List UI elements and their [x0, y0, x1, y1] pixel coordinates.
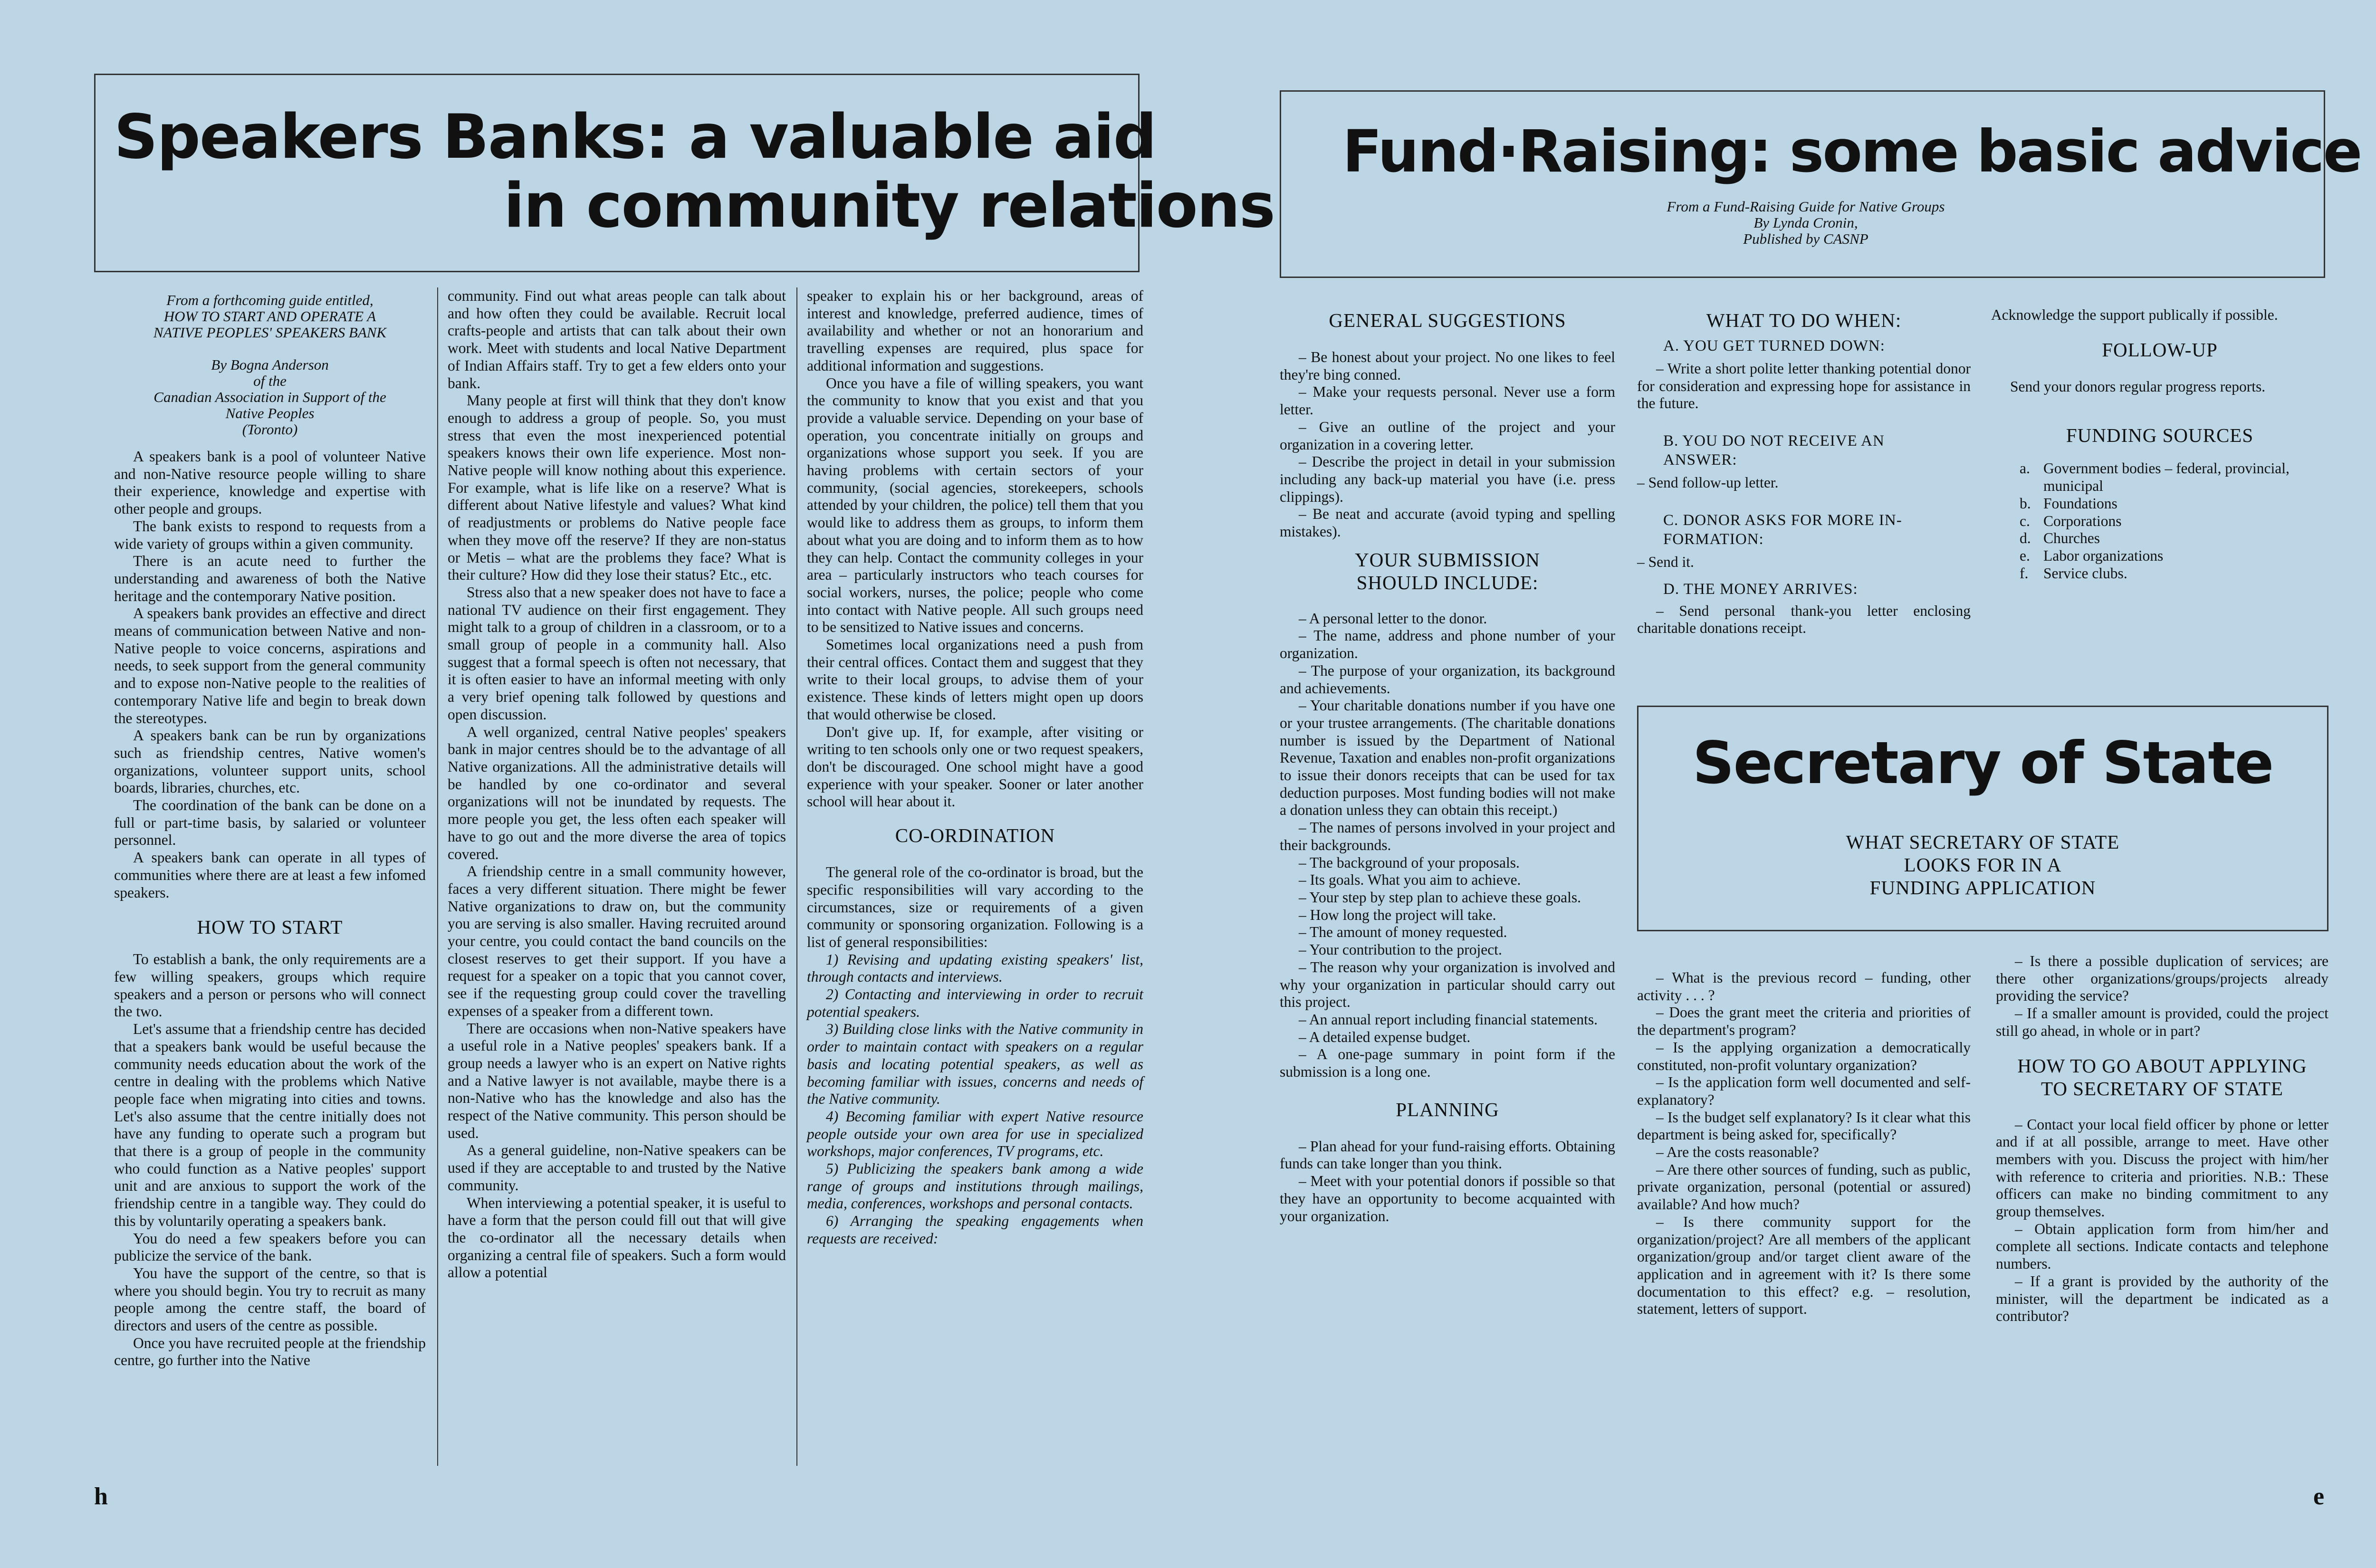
paragraph: As a general guideline, non-Native speakers can be used if they are acceptable to and trusted by the Native community. — [448, 1142, 786, 1194]
list-item: – Does the grant meet the criteria and priorities of the department's program? — [1637, 1004, 1971, 1039]
planning-heading: PLANNING — [1396, 1098, 1499, 1120]
list-item: – Obtain application form from him/her and complete all sections. Indicate contacts and telephone numbers. — [1996, 1220, 2328, 1272]
fund-raising-source: From a Fund-Raising Guide for Native Groups By Lynda Cronin, Published by CASNP — [1667, 198, 1945, 247]
paragraph: A speakers bank is a pool of volunteer Native and non-Native resource people willing to share their experience, knowledge and expertise with other people and groups. — [114, 448, 426, 517]
list-item: – Send it. — [1637, 553, 1694, 570]
list-item: – If a grant is provided by the authority of the minister, will the department be indicated as a contributor? — [1996, 1272, 2328, 1325]
paragraph: Once you have recruited people at the friendship centre, go further into the Native — [114, 1334, 426, 1369]
how-to-apply-heading: HOW TO GO ABOUT APPLYING TO SECRETARY OF STATE — [2017, 1054, 2307, 1100]
speakers-col-3 — [807, 287, 1143, 1248]
acknowledge-text: Acknowledge the support publically if possible. — [1991, 306, 2278, 323]
list-item: – Are there other sources of funding, such as public, private organization, personal (potential or assured) available? And how much? — [1637, 1161, 1971, 1213]
funding-sources-list — [1991, 460, 2328, 582]
coordination-item: 6) Arranging the speaking engagements when requests are received: — [807, 1213, 1143, 1247]
list-item: e. Labor organizations — [2020, 547, 2164, 564]
coordination-item: 1) Revising and updating existing speakers' list, through contacts and interviews. — [807, 951, 1143, 985]
coordination-item: 3) Building close links with the Native community in order to maintain contact with speakers on a regular basis and locating potential speakers, as well as becoming familiar with issues, concerns and needs of the Native community. — [807, 1021, 1143, 1108]
fund-col-1 — [1280, 309, 1615, 1225]
fund-col-3 — [1991, 306, 2328, 582]
paragraph: Stress also that a new speaker does not have to face a national TV audience on their first engagement. They might talk to a group of children in a classroom, or to a small group of people in a community hall. Also suggest that a formal speech is often not necessary, that it is often easier to have an informal meeting with only a very brief opening talk followed by questions and open discussion. — [448, 583, 786, 723]
list-item: d. Churches — [2020, 530, 2100, 547]
list-item: – Make your requests personal. Never use a form letter. — [1280, 383, 1615, 418]
list-item: – An annual report including financial statements. — [1299, 1011, 1598, 1028]
speakers-col-2 — [448, 287, 786, 1281]
list-item: – Is the applying organization a democratically constituted, non-profit voluntary organization? — [1637, 1039, 1971, 1073]
funding-sources-heading: FUNDING SOURCES — [2066, 424, 2254, 447]
how-to-start-heading: HOW TO START — [197, 916, 343, 938]
column-rule — [437, 287, 438, 1466]
speakers-col-1 — [114, 292, 426, 1369]
paragraph: There are occasions when non-Native speakers have a useful role in a Native peoples' speakers bank. If a group needs a lawyer who is an expert on Native rights and a Native lawyer is not available, maybe there is a non-Native who has the knowledge and also has the respect of the Native community. This person should be used. — [448, 1020, 786, 1141]
list-item: – A one-page summary in point form if the submission is a long one. — [1280, 1046, 1615, 1080]
list-item: f. Service clubs. — [2020, 564, 2127, 582]
list-item: – A detailed expense budget. — [1299, 1028, 1471, 1045]
paragraph: The bank exists to respond to requests from a wide variety of groups within a given community. — [114, 517, 426, 552]
list-item: – The names of persons involved in your project and their backgrounds. — [1280, 819, 1615, 853]
paragraph: You do need a few speakers before you can publicize the service of the bank. — [114, 1230, 426, 1264]
coordination-heading: CO-ORDINATION — [895, 824, 1055, 847]
list-item: – Give an outline of the project and your organization in a covering letter. — [1280, 418, 1615, 453]
general-suggestions-heading: GENERAL SUGGESTIONS — [1329, 309, 1566, 331]
list-item: – Be honest about your project. No one likes to feel they're bing conned. — [1280, 349, 1615, 383]
paragraph: community. Find out what areas people can talk about and how often they could be available. Recruit local crafts-people and artists that can talk about their own work. Meet with students and local Native Department of Indian Affairs staff. Try to get a few elders onto your bank. — [448, 287, 786, 392]
list-item: – Its goals. What you aim to achieve. — [1299, 871, 1521, 889]
paragraph: Let's assume that a friendship centre has decided that a speakers bank would be useful because the community needs education about the work of the centre in dealing with the problems which Native people face when migrating into cities and towns. Let's also assume that the centre initially does not have any funding to operate such a program but that there is a group of people in the community who could function as a Native peoples' support unit and are anxious to support the work of the friendship centre in a tangible way. They could do this by voluntarily operating a speakers bank. — [114, 1021, 426, 1229]
list-item: – Your step by step plan to achieve these goals. — [1299, 889, 1581, 906]
list-item: – If a smaller amount is provided, could the project still go ahead, in whole or in part? — [1996, 1005, 2328, 1039]
fund-col-2 — [1637, 309, 1971, 637]
list-item: – The background of your proposals. — [1299, 854, 1520, 871]
list-item: – Is there community support for the organization/project? Are all members of the applicant organization/group and/or target client aware of the application and in agreement with it? Is there some documentation to this effect? e.g. – resolution, statement, letters of support. — [1637, 1213, 1971, 1318]
secretary-of-state-title: Secretary of State — [1692, 729, 2273, 797]
what-to-do-heading: WHAT TO DO WHEN: — [1706, 309, 1902, 331]
paragraph: A speakers bank can operate in all types of communities where there are at least a few infomed speakers. — [114, 849, 426, 901]
list-item: – Is there a possible duplication of services; are there other organizations/groups/projects already providing the service? — [1996, 953, 2328, 1004]
list-item: – Your contribution to the project. — [1299, 941, 1502, 958]
paragraph: A speakers bank can be run by organizations such as friendship centres, Native women's organizations, volunteer support units, school boards, libraries, churches, etc. — [114, 727, 426, 796]
paragraph: Don't give up. If, for example, after visiting or writing to ten schools only one or two request speakers, don't be discouraged. One school might have a good experience with your speaker. Sooner or later another school will hear about it. — [807, 723, 1143, 810]
coordination-item: 5) Publicizing the speakers bank among a wide range of groups and institutions through mailings, media, conferences, workshops and personal contacts. — [807, 1160, 1143, 1212]
when-a-heading: A. YOU GET TURNED DOWN: — [1663, 337, 1885, 354]
speakers-banks-title-line1: Speakers Banks: a valuable aid — [114, 102, 1156, 172]
coordination-item: 2) Contacting and interviewing in order to recruit potential speakers. — [807, 986, 1143, 1020]
list-item: – Meet with your potential donors if possible so that they have an opportunity to become acquainted with your organization. — [1280, 1173, 1615, 1224]
list-item: – The name, address and phone number of your organization. — [1280, 627, 1615, 662]
follow-up-text: Send your donors regular progress reports. — [2010, 378, 2266, 395]
follow-up-heading: FOLLOW-UP — [2102, 338, 2218, 361]
submission-heading: YOUR SUBMISSION SHOULD INCLUDE: — [1355, 548, 1540, 593]
paragraph: When interviewing a potential speaker, it is useful to have a form that the person could fill out that will give the co-ordinator all the necessary details when organizing a central file of speakers. Such a form would allow a potential — [448, 1194, 786, 1281]
when-b-heading: B. YOU DO NOT RECEIVE AN ANSWER: — [1663, 432, 1885, 469]
coordination-item: 4) Becoming familiar with expert Native resource people outside your own area for use in specialized workshops, major conferences, TV programs, etc. — [807, 1108, 1143, 1160]
list-item: – Describe the project in detail in your submission including any back-up material you have (i.e. press clippings). — [1280, 453, 1615, 505]
sos-col-2 — [1996, 953, 2328, 1325]
fund-raising-title: Fund·Raising: some basic advice — [1342, 118, 2361, 185]
paragraph: The coordination of the bank can be done on a full or part-time basis, by salaried or volunteer personnel. — [114, 797, 426, 849]
list-item: – Plan ahead for your fund-raising efforts. Obtaining funds can take longer than you think. — [1280, 1138, 1615, 1172]
list-item: c. Corporations — [2020, 512, 2122, 529]
when-c-heading: C. DONOR ASKS FOR MORE IN- FORMATION: — [1663, 511, 1902, 548]
paragraph: You have the support of the centre, so that is where you should begin. You try to recruit as many people among the centre staff, the board of directors and users of the centre as possible. — [114, 1264, 426, 1334]
column-rule — [796, 287, 797, 1466]
paragraph: A friendship centre in a small community however, faces a very different situation. There might be fewer Native organizations to draw on, but the community you are serving is also smaller. Having recruited around your centre, you could contact the band councils on the closest reserves to get their support. If you have a request for a speaker on a topic that you cannot cover, see if the requesting group could cover the travelling expenses of a speaker from a different town. — [448, 863, 786, 1019]
list-item: – Contact your local field officer by phone or letter and if at all possible, arrange to meet. Have other members with you. Discuss the project with him/her with reference to criteria and priorities. N.B.: These officers can make no binding commitment to any group themselves. — [1996, 1116, 2328, 1220]
paragraph: A speakers bank provides an effective and direct means of communication between Native and non-Native people to voice concerns, aspirations and needs, to seek support from the general community and to expose non-Native people to the realities of contemporary Native life and begin to break down the stereotypes. — [114, 605, 426, 727]
paragraph: speaker to explain his or her background, areas of interest and knowledge, preferred audience, times of availability and whether or not an honorarium and travelling expenses are required, plus space for additional information and suggestions. — [807, 287, 1143, 374]
list-item: – The amount of money requested. — [1299, 924, 1507, 941]
intro-byline: From a forthcoming guide entitled, HOW TO START AND OPERATE A NATIVE PEOPLES' SPEAKERS BANK By Bogna Anderson of the Canadian Association in Support of the Native Peoples (Toronto) — [153, 292, 387, 438]
list-item: – Be neat and accurate (avoid typing and spelling mistakes). — [1280, 506, 1615, 540]
list-item: – The purpose of your organization, its background and achievements. — [1280, 662, 1615, 697]
paragraph: A well organized, central Native peoples' speakers bank in major centres should be to the advantage of all Native organizations. All the administrative details will be handled by one co-ordinator and several organizations will not be inundated by requests. The more people you get, the less often each speaker will have to go out and the more diverse the area of topics covered. — [448, 723, 786, 862]
paragraph: To establish a bank, the only requirements are a few willing speakers, groups which require speakers and a person or persons who will connect the two. — [114, 951, 426, 1020]
page-letter-right: e — [2313, 1483, 2325, 1510]
paragraph: Many people at first will think that they don't know enough to address a group of people. So, you must stress that even the most inexperienced potential speakers knows their own life experience. Most non-Native people will know nothing about this experience. For example, what is life like on a reserve? What is different about Native lifestyle and values? What kind of readjustments or problems do Native people face when they move off the reserve? If they are non-status or Metis – what are the problems they face? What is their culture? How did they lose their status? Etc., etc. — [448, 392, 786, 583]
list-item: – Write a short polite letter thanking potential donor for consideration and expressing hope for assistance in the future. — [1637, 360, 1971, 412]
list-item: – Send personal thank-you letter enclosing charitable donations receipt. — [1637, 602, 1971, 637]
page-letter-left: h — [94, 1483, 108, 1510]
paragraph: The general role of the co-ordinator is broad, but the specific responsibilities will vary according to the circumstances, size or requirements of a given community or sponsoring organization. Following is a list of general responsibilities: — [807, 864, 1143, 950]
list-item: – What is the previous record – funding, other activity . . . ? — [1637, 969, 1971, 1004]
list-item: – Your charitable donations number if you have one or your trustee arrangements. (The charitable donations number is issued by the Department of National Revenue, Taxation and enables non-profit organizations to issue their donors receipts that can be used for tax deduction purposes. Most funding bodies will not make a donation unless they can obtain this receipt.) — [1280, 697, 1615, 819]
speakers-banks-title-line2: in community relations — [504, 171, 1274, 241]
list-item: – The reason why your organization is involved and why your organization in particular should carry out this project. — [1280, 958, 1615, 1011]
list-item: – Send follow-up letter. — [1637, 474, 1779, 491]
paragraph: There is an acute need to further the understanding and awareness of both the Native heritage and the contemporary Native position. — [114, 553, 426, 604]
sos-col-1 — [1637, 969, 1971, 1318]
when-d-heading: D. THE MONEY ARRIVES: — [1663, 580, 1858, 598]
paragraph: Once you have a file of willing speakers, you want the community to know that you exist and that you provide a valuable service. Depending on your base of operation, you concentrate initially on groups and organizations whose support you seek. If you are having problems with certain sectors of your community, (social agencies, storekeepers, schools attended by your children, the police) tell them that you would like to address them as groups, to inform them about what you are doing and to inform them as to how they can help. Contact the community colleges in your area – particularly instructors who teach courses for social workers, nurses, the police; people who come into contact with Native people. All such groups need to be sensitized to Native issues and concerns. — [807, 374, 1143, 636]
paragraph: Sometimes local organizations need a push from their central offices. Contact them and suggest that they write to their local groups, to advise them of your existence. These kinds of letters might open up doors that would otherwise be closed. — [807, 636, 1143, 723]
list-item: a. Government bodies – federal, provincial, municipal — [2020, 460, 2290, 495]
list-item: – Is the application form well documented and self-explanatory? — [1637, 1074, 1971, 1108]
list-item: – Is the budget self explanatory? Is it clear what this department is being asked for, specifically? — [1637, 1109, 1971, 1143]
secretary-of-state-subtitle: WHAT SECRETARY OF STATE LOOKS FOR IN A FUNDING APPLICATION — [1846, 831, 2120, 899]
list-item: – How long the project will take. — [1299, 906, 1496, 923]
list-item: b. Foundations — [2020, 495, 2117, 512]
list-item: – Are the costs reasonable? — [1656, 1144, 1819, 1161]
list-item: – A personal letter to the donor. — [1299, 610, 1487, 627]
